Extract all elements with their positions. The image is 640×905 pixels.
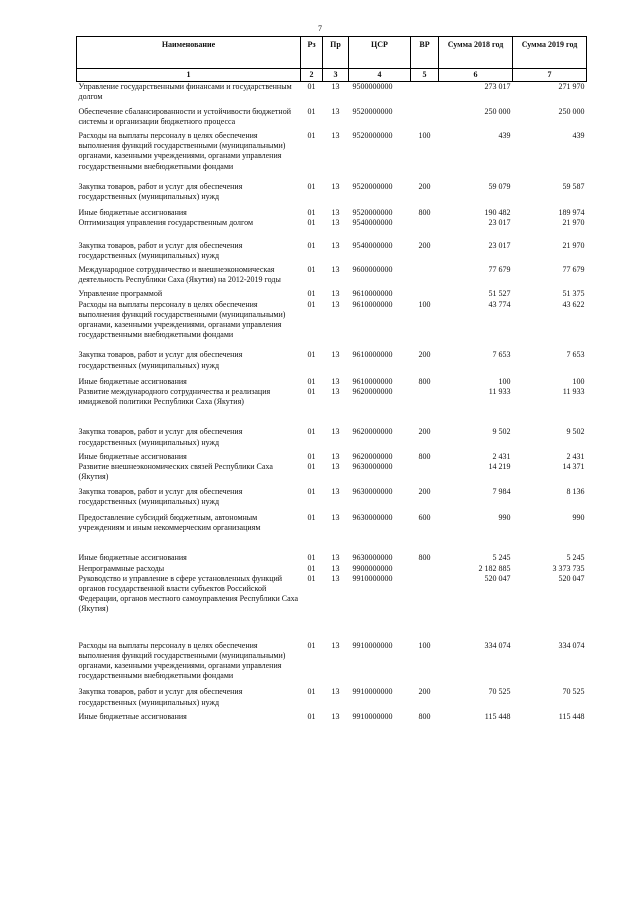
row-vr: 800 bbox=[418, 208, 431, 218]
table-row bbox=[77, 553, 587, 563]
row-csr: 9520000000 bbox=[352, 131, 393, 141]
row-sum-2019: 11 933 bbox=[562, 387, 585, 397]
row-sum-2018: 11 933 bbox=[488, 387, 511, 397]
row-name: Развитие внешнеэкономических связей Республики Саха (Якутия) bbox=[78, 462, 273, 482]
row-sum-2018: 2 182 885 bbox=[478, 563, 511, 573]
row-sum-2018: 59 079 bbox=[488, 181, 511, 191]
row-sum-2018: 14 219 bbox=[488, 462, 511, 472]
row-sum-2018: 115 448 bbox=[484, 711, 511, 721]
row-pr: 13 bbox=[331, 265, 340, 275]
table-row bbox=[77, 487, 587, 513]
row-rz: 01 bbox=[307, 512, 316, 522]
table-row bbox=[77, 182, 587, 208]
row-csr: 9630000000 bbox=[352, 553, 393, 563]
column-number: 3 bbox=[323, 69, 349, 82]
row-sum-2018: 439 bbox=[498, 131, 511, 141]
row-vr bbox=[411, 462, 439, 486]
table-row bbox=[77, 513, 587, 553]
row-name: Иные бюджетные ассигнования bbox=[78, 376, 187, 386]
row-pr: 13 bbox=[331, 299, 340, 309]
row-sum-2018: 70 525 bbox=[488, 687, 511, 697]
row-pr: 13 bbox=[331, 553, 340, 563]
row-name: Закупка товаров, работ и услуг для обеспечения государственных (муниципальных) нужд bbox=[78, 350, 243, 370]
row-csr: 9500000000 bbox=[352, 82, 393, 92]
table-row bbox=[77, 462, 587, 486]
row-sum-2019: 3 373 735 bbox=[552, 563, 585, 573]
row-rz: 01 bbox=[307, 181, 316, 191]
row-pr: 13 bbox=[331, 240, 340, 250]
table-row bbox=[77, 387, 587, 427]
row-sum-2019: 8 136 bbox=[566, 486, 585, 496]
header-vr: ВР bbox=[411, 37, 439, 69]
row-vr: 600 bbox=[418, 512, 431, 522]
row-sum-2018: 520 047 bbox=[484, 573, 511, 583]
column-number: 2 bbox=[301, 69, 323, 82]
table-row bbox=[77, 377, 587, 387]
row-name: Иные бюджетные ассигнования bbox=[78, 451, 187, 461]
row-sum-2019: 115 448 bbox=[558, 711, 585, 721]
row-csr: 9910000000 bbox=[352, 573, 393, 583]
row-name: Иные бюджетные ассигнования bbox=[78, 208, 187, 218]
row-csr: 9630000000 bbox=[352, 486, 393, 496]
row-name: Расходы на выплаты персоналу в целях обеспечения выполнения функций государственными (муниципальными) органами, казенными учреждениями, органами управления государственными внебюджетными фондами bbox=[78, 640, 286, 681]
row-sum-2018: 2 431 bbox=[492, 451, 511, 461]
row-sum-2019: 59 587 bbox=[562, 181, 585, 191]
row-rz: 01 bbox=[307, 240, 316, 250]
row-sum-2019: 990 bbox=[572, 512, 585, 522]
row-vr: 100 bbox=[418, 131, 431, 141]
row-sum-2018: 51 527 bbox=[488, 289, 511, 299]
row-csr: 9620000000 bbox=[352, 387, 393, 397]
row-name: Закупка товаров, работ и услуг для обеспечения государственных (муниципальных) нужд bbox=[78, 427, 243, 447]
row-pr: 13 bbox=[331, 289, 340, 299]
row-vr: 200 bbox=[418, 687, 431, 697]
row-pr: 13 bbox=[331, 563, 340, 573]
row-vr bbox=[411, 574, 439, 641]
row-sum-2019: 21 970 bbox=[562, 218, 585, 228]
row-sum-2019: 520 047 bbox=[558, 573, 585, 583]
row-sum-2019: 439 bbox=[572, 131, 585, 141]
row-csr: 9540000000 bbox=[352, 218, 393, 228]
row-pr: 13 bbox=[331, 350, 340, 360]
row-sum-2018: 990 bbox=[498, 512, 511, 522]
row-sum-2018: 7 984 bbox=[492, 486, 511, 496]
header-rz: Рз bbox=[301, 37, 323, 69]
row-sum-2018: 100 bbox=[498, 376, 511, 386]
table-row bbox=[77, 427, 587, 451]
row-pr: 13 bbox=[331, 462, 340, 472]
row-pr: 13 bbox=[331, 687, 340, 697]
table-row bbox=[77, 687, 587, 711]
row-sum-2019: 5 245 bbox=[566, 553, 585, 563]
row-csr: 9630000000 bbox=[352, 462, 393, 472]
row-name: Руководство и управление в сфере установленных функций органов государственной власти субъектов Российской Федерации, органов местного самоуправления Республики Саха (Якутия) bbox=[78, 573, 299, 614]
column-number: 6 bbox=[439, 69, 513, 82]
table-row bbox=[77, 208, 587, 218]
table-row bbox=[77, 265, 587, 289]
row-csr: 9620000000 bbox=[352, 451, 393, 461]
row-pr: 13 bbox=[331, 131, 340, 141]
row-csr: 9520000000 bbox=[352, 181, 393, 191]
row-csr: 9630000000 bbox=[352, 512, 393, 522]
row-sum-2019: 271 970 bbox=[558, 82, 585, 92]
row-csr: 9620000000 bbox=[352, 427, 393, 437]
row-name: Иные бюджетные ассигнования bbox=[78, 711, 187, 721]
row-rz: 01 bbox=[307, 106, 316, 116]
table-row bbox=[77, 82, 587, 107]
row-rz: 01 bbox=[307, 387, 316, 397]
row-vr bbox=[411, 82, 439, 107]
row-csr: 9910000000 bbox=[352, 687, 393, 697]
row-pr: 13 bbox=[331, 427, 340, 437]
table-row bbox=[77, 300, 587, 351]
row-name: Предоставление субсидий бюджетным, автономным учреждениям и иным некоммерческим организациям bbox=[78, 512, 261, 533]
row-pr: 13 bbox=[331, 512, 340, 522]
row-vr: 100 bbox=[418, 640, 431, 650]
row-pr: 13 bbox=[331, 208, 340, 218]
row-csr: 9900000000 bbox=[352, 563, 393, 573]
row-sum-2019: 7 653 bbox=[566, 350, 585, 360]
table-row bbox=[77, 452, 587, 462]
row-pr: 13 bbox=[331, 573, 340, 583]
row-sum-2018: 23 017 bbox=[488, 218, 511, 228]
row-csr: 9520000000 bbox=[352, 106, 393, 116]
row-vr: 800 bbox=[418, 451, 431, 461]
row-pr: 13 bbox=[331, 451, 340, 461]
row-sum-2018: 250 000 bbox=[484, 106, 511, 116]
row-name: Управление государственными финансами и государственным долгом bbox=[78, 82, 292, 102]
row-vr: 200 bbox=[418, 486, 431, 496]
row-name: Закупка товаров, работ и услуг для обеспечения государственных (муниципальных) нужд bbox=[78, 486, 243, 506]
header-pr: Пр bbox=[323, 37, 349, 69]
row-vr bbox=[411, 265, 439, 289]
row-vr: 100 bbox=[418, 299, 431, 309]
page-number: 7 bbox=[318, 24, 322, 33]
row-csr: 9910000000 bbox=[352, 711, 393, 721]
header-row bbox=[77, 37, 587, 69]
row-rz: 01 bbox=[307, 711, 316, 721]
header-sum-2018: Сумма 2018 год bbox=[439, 37, 513, 69]
row-vr bbox=[411, 564, 439, 574]
table-row bbox=[77, 107, 587, 131]
header-sum-2019: Сумма 2019 год bbox=[513, 37, 587, 69]
row-pr: 13 bbox=[331, 711, 340, 721]
table-row bbox=[77, 131, 587, 182]
table-row bbox=[77, 241, 587, 265]
row-csr: 9610000000 bbox=[352, 376, 393, 386]
column-number: 5 bbox=[411, 69, 439, 82]
row-csr: 9540000000 bbox=[352, 240, 393, 250]
row-name: Иные бюджетные ассигнования bbox=[78, 553, 187, 563]
table-row bbox=[77, 564, 587, 574]
row-name: Закупка товаров, работ и услуг для обеспечения государственных (муниципальных) нужд bbox=[78, 687, 243, 707]
table-row bbox=[77, 641, 587, 688]
row-vr: 200 bbox=[418, 427, 431, 437]
row-pr: 13 bbox=[331, 486, 340, 496]
row-sum-2019: 334 074 bbox=[558, 640, 585, 650]
row-sum-2019: 9 502 bbox=[566, 427, 585, 437]
table-row bbox=[77, 218, 587, 240]
row-vr bbox=[411, 218, 439, 240]
row-name: Международное сотрудничество и внешнеэкономическая деятельность Республики Саха (Якутия) на 2012-2019 годы bbox=[78, 265, 281, 285]
row-sum-2018: 23 017 bbox=[488, 240, 511, 250]
column-number: 4 bbox=[349, 69, 411, 82]
row-rz: 01 bbox=[307, 462, 316, 472]
row-sum-2019: 70 525 bbox=[562, 687, 585, 697]
row-rz: 01 bbox=[307, 376, 316, 386]
table-row bbox=[77, 712, 587, 722]
table-row bbox=[77, 289, 587, 299]
column-number-row bbox=[77, 69, 587, 82]
row-rz: 01 bbox=[307, 427, 316, 437]
row-name: Закупка товаров, работ и услуг для обеспечения государственных (муниципальных) нужд bbox=[78, 240, 243, 260]
row-rz: 01 bbox=[307, 486, 316, 496]
row-csr: 9910000000 bbox=[352, 640, 393, 650]
row-rz: 01 bbox=[307, 573, 316, 583]
row-sum-2019: 21 970 bbox=[562, 240, 585, 250]
row-rz: 01 bbox=[307, 553, 316, 563]
row-sum-2018: 7 653 bbox=[492, 350, 511, 360]
row-sum-2018: 77 679 bbox=[488, 265, 511, 275]
row-pr: 13 bbox=[331, 387, 340, 397]
row-csr: 9610000000 bbox=[352, 299, 393, 309]
row-csr: 9610000000 bbox=[352, 289, 393, 299]
row-rz: 01 bbox=[307, 208, 316, 218]
row-rz: 01 bbox=[307, 687, 316, 697]
row-sum-2019: 2 431 bbox=[566, 451, 585, 461]
row-vr: 800 bbox=[418, 376, 431, 386]
row-sum-2018: 190 482 bbox=[484, 208, 511, 218]
row-pr: 13 bbox=[331, 106, 340, 116]
row-csr: 9520000000 bbox=[352, 208, 393, 218]
row-pr: 13 bbox=[331, 640, 340, 650]
row-sum-2018: 43 774 bbox=[488, 299, 511, 309]
row-name: Обеспечение сбалансированности и устойчивости бюджетной системы и организации бюджетного процесса bbox=[78, 106, 291, 126]
table-row bbox=[77, 574, 587, 641]
row-pr: 13 bbox=[331, 376, 340, 386]
row-rz: 01 bbox=[307, 289, 316, 299]
row-sum-2019: 77 679 bbox=[562, 265, 585, 275]
row-sum-2019: 250 000 bbox=[558, 106, 585, 116]
row-sum-2018: 273 017 bbox=[484, 82, 511, 92]
row-rz: 01 bbox=[307, 131, 316, 141]
row-sum-2019: 14 371 bbox=[562, 462, 585, 472]
row-vr: 800 bbox=[418, 553, 431, 563]
row-rz: 01 bbox=[307, 265, 316, 275]
row-vr bbox=[411, 387, 439, 427]
row-rz: 01 bbox=[307, 299, 316, 309]
row-sum-2018: 9 502 bbox=[492, 427, 511, 437]
column-number: 1 bbox=[77, 69, 301, 82]
row-rz: 01 bbox=[307, 218, 316, 228]
row-vr: 200 bbox=[418, 181, 431, 191]
row-rz: 01 bbox=[307, 640, 316, 650]
row-csr: 9600000000 bbox=[352, 265, 393, 275]
row-name: Закупка товаров, работ и услуг для обеспечения государственных (муниципальных) нужд bbox=[78, 181, 243, 202]
row-name: Непрограммные расходы bbox=[78, 563, 165, 573]
table-body bbox=[77, 82, 587, 722]
header-name: Наименование bbox=[77, 37, 301, 69]
row-sum-2019: 189 974 bbox=[558, 208, 585, 218]
row-pr: 13 bbox=[331, 181, 340, 191]
row-rz: 01 bbox=[307, 563, 316, 573]
header-csr: ЦСР bbox=[349, 37, 411, 69]
row-name: Управление программой bbox=[78, 289, 163, 299]
row-sum-2018: 5 245 bbox=[492, 553, 511, 563]
row-name: Расходы на выплаты персоналу в целях обеспечения выполнения функций государственными (муниципальными) органами, казенными учреждениями, органами управления государственными внебюджетными фондами bbox=[78, 299, 286, 340]
row-vr: 200 bbox=[418, 350, 431, 360]
row-vr bbox=[411, 107, 439, 131]
row-name: Расходы на выплаты персоналу в целях обеспечения выполнения функций государственными (муниципальными) органами, казенными учреждениями, органами управления государственными внебюджетными фондами bbox=[78, 131, 286, 171]
column-number: 7 bbox=[513, 69, 587, 82]
row-pr: 13 bbox=[331, 82, 340, 92]
row-csr: 9610000000 bbox=[352, 350, 393, 360]
row-sum-2019: 100 bbox=[572, 376, 585, 386]
budget-table bbox=[76, 36, 587, 722]
row-sum-2019: 51 375 bbox=[562, 289, 585, 299]
row-sum-2018: 334 074 bbox=[484, 640, 511, 650]
row-vr: 200 bbox=[418, 240, 431, 250]
table-row bbox=[77, 350, 587, 376]
row-pr: 13 bbox=[331, 218, 340, 228]
row-rz: 01 bbox=[307, 451, 316, 461]
row-rz: 01 bbox=[307, 82, 316, 92]
row-sum-2019: 43 622 bbox=[562, 299, 585, 309]
row-name: Развитие международного сотрудничества и реализация имиджевой политики Республики Саха (Якутия) bbox=[78, 387, 271, 407]
row-vr: 800 bbox=[418, 711, 431, 721]
row-rz: 01 bbox=[307, 350, 316, 360]
row-name: Оптимизация управления государственным долгом bbox=[78, 218, 254, 228]
row-vr bbox=[411, 289, 439, 299]
